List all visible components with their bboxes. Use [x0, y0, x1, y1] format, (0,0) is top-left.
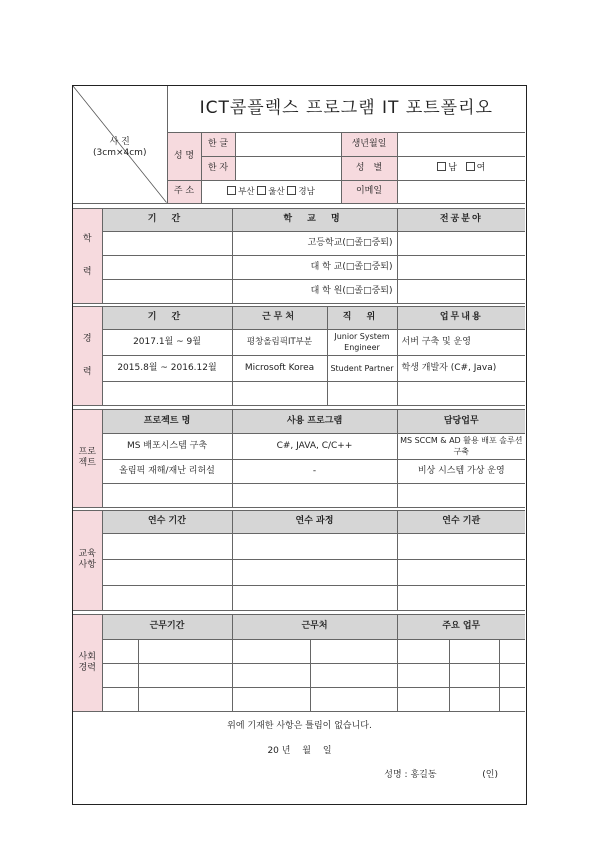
gender-options — [397, 156, 525, 180]
birth-input[interactable] — [397, 132, 525, 156]
education-section-label — [73, 208, 102, 303]
career-label-1: 경 — [82, 333, 92, 344]
address-ulsan-checkbox[interactable] — [257, 186, 266, 195]
seal-mark: (인) — [482, 770, 498, 780]
training-cell[interactable] — [232, 585, 397, 610]
photo-size: (3cm×4cm) — [93, 148, 147, 159]
social-cell[interactable] — [310, 663, 397, 687]
address-busan-checkbox[interactable] — [227, 186, 236, 195]
social-cell[interactable] — [102, 663, 138, 687]
training-cell[interactable] — [397, 585, 525, 610]
social-cell[interactable] — [232, 639, 310, 663]
career-position-cell[interactable]: Junior System Engineer — [327, 329, 397, 355]
training-cell[interactable] — [102, 533, 232, 559]
career-company-cell[interactable]: Microsoft Korea — [232, 355, 327, 381]
social-cell[interactable] — [138, 639, 232, 663]
gender-male-label: 남 — [448, 163, 457, 173]
career-company-cell[interactable] — [232, 381, 327, 405]
training-table — [73, 510, 525, 611]
training-section-label — [73, 510, 102, 610]
social-cell[interactable] — [397, 687, 449, 711]
training-cell[interactable] — [232, 533, 397, 559]
project-label-1: 프로 — [78, 447, 96, 457]
gender-female-checkbox[interactable] — [466, 162, 475, 171]
social-cell[interactable] — [499, 663, 525, 687]
photo-box[interactable] — [73, 86, 167, 203]
training-label-2: 사항 — [78, 560, 96, 570]
signature-name[interactable]: 홍길동 — [410, 770, 437, 780]
social-section-label — [73, 614, 102, 711]
training-cell[interactable] — [232, 559, 397, 585]
edu-major-cell[interactable] — [397, 279, 525, 303]
korean-name-label: 한 글 — [201, 132, 235, 156]
career-position-cell[interactable]: Student Partner — [327, 355, 397, 381]
project-name-cell[interactable]: MS 배포시스템 구축 — [102, 433, 232, 459]
training-header-institution: 연수 기관 — [397, 510, 525, 533]
training-cell[interactable] — [397, 533, 525, 559]
project-name-cell[interactable]: 올림픽 재해/재난 리허설 — [102, 459, 232, 483]
social-cell[interactable] — [397, 639, 449, 663]
edu-header-period: 기 간 — [102, 208, 232, 231]
address-gyeongnam-checkbox[interactable] — [287, 186, 296, 195]
hanja-name-label: 한 자 — [201, 156, 235, 180]
project-header-program: 사용 프로그램 — [232, 409, 397, 433]
social-header-company: 근무처 — [232, 614, 397, 639]
address-label: 주 소 — [167, 180, 201, 203]
education-table — [73, 208, 525, 304]
career-position-cell[interactable] — [327, 381, 397, 405]
hanja-name-input[interactable] — [235, 156, 341, 180]
social-cell[interactable] — [232, 687, 310, 711]
address-options — [201, 180, 341, 203]
edu-period-cell[interactable] — [102, 255, 232, 279]
address-busan-label: 부산 — [238, 186, 255, 197]
form-title: ICT콤플렉스 프로그램 IT 포트폴리오 — [167, 86, 525, 132]
project-role-cell[interactable]: 비상 시스템 가상 운영 — [397, 459, 525, 483]
career-header-position: 직 위 — [327, 306, 397, 329]
career-header-period: 기 간 — [102, 306, 232, 329]
social-cell[interactable] — [449, 663, 499, 687]
table-row — [73, 459, 525, 483]
table-row — [73, 355, 525, 381]
career-task-cell[interactable] — [397, 381, 525, 405]
table-row — [73, 255, 525, 279]
edu-school-cell[interactable]: 대 학 원(□졸□중퇴) — [232, 279, 397, 303]
social-cell[interactable] — [102, 687, 138, 711]
career-task-cell[interactable]: 서버 구축 및 운영 — [397, 329, 525, 355]
social-header-duty: 주요 업무 — [397, 614, 525, 639]
edu-period-cell[interactable] — [102, 231, 232, 255]
social-cell[interactable] — [310, 639, 397, 663]
edu-period-cell[interactable] — [102, 279, 232, 303]
photo-label: 사 진 — [109, 137, 130, 148]
social-cell[interactable] — [449, 639, 499, 663]
career-period-cell[interactable] — [102, 381, 232, 405]
declaration-text: 위에 기재한 사항은 틀림이 없습니다. — [227, 721, 372, 731]
social-cell[interactable] — [310, 687, 397, 711]
social-cell[interactable] — [232, 663, 310, 687]
table-row — [73, 381, 525, 405]
name-label: 성 명 — [167, 132, 201, 180]
career-header-company: 근무처 — [232, 306, 327, 329]
address-gyeongnam-label: 경남 — [298, 186, 315, 197]
table-row — [73, 433, 525, 459]
table-row — [73, 639, 525, 663]
social-header-period: 근무기간 — [102, 614, 232, 639]
career-section-label — [73, 306, 102, 405]
social-cell[interactable] — [499, 639, 525, 663]
gender-male-checkbox[interactable] — [437, 162, 446, 171]
project-label-2: 젝트 — [78, 458, 96, 468]
table-row — [73, 663, 525, 687]
career-table — [73, 306, 525, 406]
address-ulsan-label: 울산 — [268, 186, 285, 197]
project-program-cell[interactable]: C#, JAVA, C/C++ — [232, 433, 397, 459]
career-period-cell[interactable]: 2015.8월 ~ 2016.12월 — [102, 355, 232, 381]
career-company-cell[interactable]: 평창올림픽IT부분 — [232, 329, 327, 355]
table-row — [73, 559, 525, 585]
social-career-table — [73, 614, 525, 712]
career-period-cell[interactable]: 2017.1월 ~ 9월 — [102, 329, 232, 355]
social-cell[interactable] — [138, 687, 232, 711]
email-input[interactable] — [397, 180, 525, 203]
declaration-date: 20 년 월 일 — [267, 746, 332, 756]
social-label-2: 경력 — [78, 662, 96, 673]
social-cell[interactable] — [102, 639, 138, 663]
table-row — [73, 329, 525, 355]
education-label-2: 력 — [82, 266, 92, 277]
signature-line — [73, 767, 526, 780]
project-role-cell[interactable]: MS SCCM & AD 활용 배포 솔루션 구축 — [397, 433, 525, 459]
table-row — [73, 231, 525, 255]
training-cell[interactable] — [102, 585, 232, 610]
edu-header-school: 학 교 명 — [232, 208, 397, 231]
career-task-cell[interactable]: 학생 개발자 (C#, Java) — [397, 355, 525, 381]
project-table — [73, 409, 525, 508]
table-row — [73, 585, 525, 610]
social-label-1: 사회 — [78, 651, 96, 662]
table-row — [73, 533, 525, 559]
portfolio-form — [72, 85, 527, 805]
email-label: 이메일 — [341, 180, 397, 203]
project-section-label — [73, 409, 102, 507]
project-program-cell[interactable] — [232, 483, 397, 507]
gender-female-label: 여 — [476, 163, 486, 173]
table-row — [73, 687, 525, 711]
edu-major-cell[interactable] — [397, 231, 525, 255]
training-header-period: 연수 기간 — [102, 510, 232, 533]
project-header-role: 담당업무 — [397, 409, 525, 433]
table-row — [73, 483, 525, 507]
training-cell[interactable] — [102, 559, 232, 585]
edu-school-cell[interactable]: 대 학 교(□졸□중퇴) — [232, 255, 397, 279]
career-label-2: 력 — [82, 366, 92, 377]
edu-header-major: 전공분야 — [397, 208, 525, 231]
edu-major-cell[interactable] — [397, 255, 525, 279]
birth-label: 생년월일 — [341, 132, 397, 156]
social-cell[interactable] — [449, 687, 499, 711]
training-header-course: 연수 과정 — [232, 510, 397, 533]
project-program-cell[interactable]: - — [232, 459, 397, 483]
project-header-name: 프로젝트 명 — [102, 409, 232, 433]
korean-name-input[interactable] — [235, 132, 341, 156]
education-label-1: 학 — [82, 233, 92, 244]
project-role-cell[interactable] — [397, 483, 525, 507]
project-name-cell[interactable] — [102, 483, 232, 507]
career-header-task: 업무내용 — [397, 306, 525, 329]
social-cell[interactable] — [397, 663, 449, 687]
gender-label: 성 별 — [341, 156, 397, 180]
training-label-1: 교육 — [78, 549, 96, 559]
signature-label: 성명 : — [384, 770, 408, 780]
social-cell[interactable] — [499, 687, 525, 711]
table-row — [73, 279, 525, 303]
edu-school-cell[interactable]: 고등학교(□졸□중퇴) — [232, 231, 397, 255]
training-cell[interactable] — [397, 559, 525, 585]
personal-info-table — [73, 86, 525, 204]
social-cell[interactable] — [138, 663, 232, 687]
